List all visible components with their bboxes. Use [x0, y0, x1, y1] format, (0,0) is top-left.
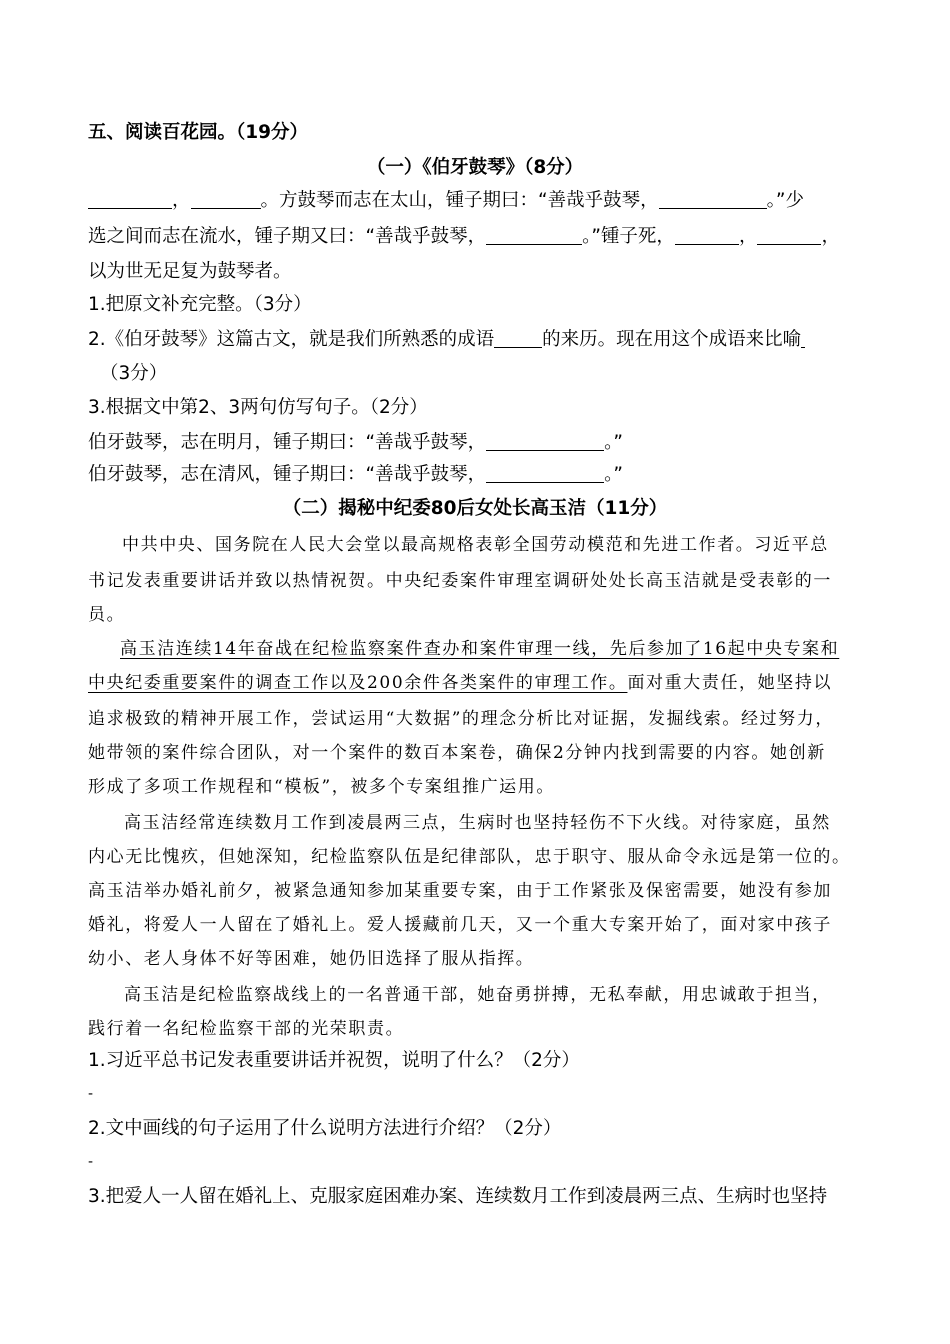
text: 。”少 [766, 190, 804, 211]
paragraph-3-line: 高玉洁经常连续数月工作到凌晨两三点，生病时也坚持轻伤不下火线。对待家庭，虽然 [124, 813, 831, 833]
part2-question-1: 1.习近平总书记发表重要讲话并祝贺，说明了什么？（2分） [88, 1050, 580, 1071]
question-3: 3.根据文中第2、3两句仿写句子。（2分） [88, 397, 428, 418]
paragraph-3-line: 内心无比愧疚，但她深知，纪检监察队伍是纪律部队，忠于职守、服从命令永远是第一位的。 [88, 847, 851, 867]
answer-blank[interactable] [659, 190, 767, 209]
answer-blank[interactable] [675, 226, 739, 245]
part2-title: （二）揭秘中纪委80后女处长高玉洁（11分） [282, 498, 668, 519]
underlined-sentence: 中央纪委重要案件的调查工作以及200余件各类案件的审理工作。 [88, 673, 628, 693]
answer-blank[interactable] [486, 464, 604, 483]
text: ， [738, 226, 758, 247]
paragraph-2-line [88, 668, 832, 693]
question-2 [88, 325, 805, 351]
question-1: 1.把原文补充完整。（3分） [88, 294, 312, 315]
question-2-score: （3分） [100, 363, 168, 384]
answer-blank[interactable] [494, 329, 542, 348]
answer-blank[interactable] [757, 226, 821, 245]
text: ， [172, 190, 191, 211]
paragraph-2-line: 追求极致的精神开展工作，尝试运用“大数据”的理念分析比对证据，发掘线索。经过努力， [88, 709, 834, 729]
paragraph-1-line: 中共中央、国务院在人民大会堂以最高规格表彰全国劳动模范和先进工作者。习近平总 [122, 535, 829, 555]
text: 。” [604, 464, 623, 485]
text: 。” [604, 432, 623, 453]
text: 伯牙鼓琴，志在明月，锺子期曰：“善哉乎鼓琴， [88, 432, 487, 453]
paragraph-3-line: 高玉洁举办婚礼前夕，被紧急通知参加某重要专案，由于工作紧张及保密需要，她没有参加 [88, 881, 832, 901]
paragraph-4-line: 践行着一名纪检监察干部的光荣职责。 [88, 1019, 405, 1039]
paragraph-4-line: 高玉洁是纪检监察战线上的一名普通干部，她奋勇拼搏，无私奉献，用忠诚敢于担当， [124, 985, 831, 1005]
text: 伯牙鼓琴，志在清风，锺子期曰：“善哉乎鼓琴， [88, 464, 487, 485]
passage-line-3: 以为世无足复为鼓琴者。 [88, 261, 292, 282]
text: 2.《伯牙鼓琴》这篇古文，就是我们所熟悉的成语 [88, 329, 495, 350]
answer-blank[interactable] [486, 226, 582, 245]
text: 。方鼓琴而志在太山，锺子期曰：“善哉乎鼓琴， [260, 190, 659, 211]
text: 选之间而志在流水，锺子期又曰：“善哉乎鼓琴， [88, 226, 487, 247]
text: 的来历。现在用这个成语来比喻 [542, 329, 802, 350]
answer-blank[interactable] [801, 329, 805, 348]
imitation-line-1 [88, 428, 623, 454]
passage-line-2 [88, 222, 840, 248]
passage-line-1 [88, 186, 804, 212]
paragraph-1-line: 员。 [88, 605, 126, 625]
paragraph-3-line: 婚礼，将爱人一人留在了婚礼上。爱人援藏前几天，又一个重大专案开始了，面对家中孩子 [88, 915, 832, 935]
imitation-line-2 [88, 460, 623, 486]
part1-title: （一）《伯牙鼓琴》（8分） [366, 157, 584, 178]
paragraph-1-line: 书记发表重要讲话并致以热情祝贺。中央纪委案件审理室调研处处长高玉洁就是受表彰的一 [88, 571, 832, 591]
underlined-sentence: 高玉洁连续14年奋战在纪检监察案件查办和案件审理一线，先后参加了16起中央专案和 [120, 639, 840, 659]
paragraph-2-line: 她带领的案件综合团队，对一个案件的数百本案卷，确保2分钟内找到需要的内容。她创新 [88, 743, 826, 763]
section-title: 五、阅读百花园。（19分） [88, 122, 308, 143]
text: 。”锺子死， [582, 226, 675, 247]
answer-blank[interactable] [486, 432, 604, 451]
answer-line-marker: - [88, 1154, 94, 1170]
answer-blank[interactable] [88, 190, 172, 209]
part2-question-3: 3.把爱人一人留在婚礼上、克服家庭困难办案、连续数月工作到凌晨两三点、生病时也坚持 [88, 1186, 828, 1207]
paragraph-3-line: 幼小、老人身体不好等困难，她仍旧选择了服从指挥。 [88, 949, 535, 969]
part2-question-2: 2.文中画线的句子运用了什么说明方法进行介绍？（2分） [88, 1118, 562, 1139]
paragraph-2-line: 形成了多项工作规程和“模板”，被多个专案组推广运用。 [88, 777, 555, 797]
text: ， [821, 226, 840, 247]
text: 面对重大责任，她坚持以 [627, 673, 833, 693]
answer-line-marker: - [88, 1086, 94, 1102]
answer-blank[interactable] [191, 190, 261, 209]
